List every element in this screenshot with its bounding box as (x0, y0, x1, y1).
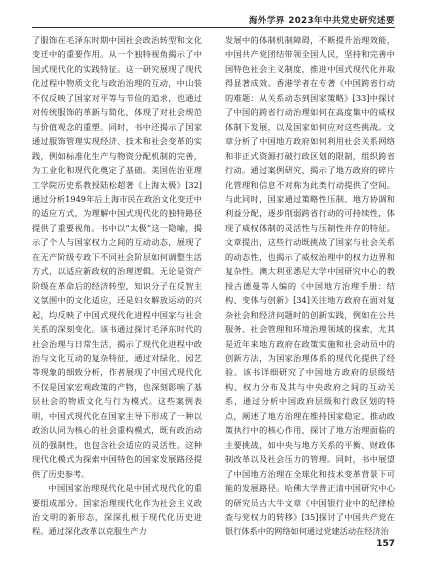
left-column (32, 33, 202, 541)
page-number: 157 (376, 539, 395, 549)
left-paragraph-2: 中国国家治理现代化是中国式现代化的重要组成部分。国家治理现代化作为社会主义政治文明的新形态，深深扎根于现代化历史进程。通过深化改革以克服生产力 (32, 483, 202, 537)
left-paragraph-1: 了服饰在毛泽东时期中国社会政治转型和文化变迁中的重要作用。从一个独特视角揭示了中国式现代化的实践特征。这一研究展现了现代化过程中物质文化与政治治理的互动，中山装不仅反映了国家对平等与节俭的追求，也通过对传统服饰的革新与简化，体现了对社会规范与价值观念的重塑。同时，书中还揭示了国家通过服饰管理实现经济、技术和社会变革的实践，例如标准化生产与物资分配机制的完善，为工业化和现代化奠定了基础。美国佐治亚理工学院历史系教授陆松超著《上海太极》[32]通过分析1949年后上海市民在政治文化变迁中的适应方式，为理解中国式现代化的独特路径提供了重要视角。书中以“太极”这一隐喻，揭示了个人与国家权力之间的互动动态，展现了在无产阶级专政下不同社会阶层如何调整生活方式，以适应新政权的治理逻辑。无论是资产阶级在革命后的经济转型，知识分子在反智主义氛围中的文化适应，还是妇女解放运动的兴起，均反映了中国式现代化进程中国家与社会关系的深刻变化。该书通过探讨毛泽东时代的社会治理与日常生活，揭示了现代化进程中政治与文化互动的复杂特征，通过对绿化、园艺等现象的细致分析，作者展现了中国式现代化不仅是国家宏观政策的产物，也深刻影响了基层社会的物质文化与行为模式。这些案例表明，中国式现代化在国家主导下形成了一种以政治认同为核心的社会重构模式，既有政治动员的强制性，也包含社会适应的灵活性。这种现代化模式为探索中国特色的国家发展路径提供了历史参考。 (32, 35, 202, 479)
right-column (225, 33, 395, 541)
running-header: 海外学界 2023年中共党史研究述要 (248, 16, 395, 26)
right-paragraph-1: 发展中的体制机制障碍，不断提升治理效能，中国共产党团结带领全国人民，坚持和完善中国特色社会主义制度，推进中国式现代化并取得显著成效。香港学者在专著《中国跨省行动的难题：从关系动态到国家策略》[33]中探讨了中国的跨省行动治理如何在高度集中的威权体制下发展，以及国家如何应对这些挑战。文章分析了中国地方政府如何利用社会关系网络和非正式资源打破行政区划的限制，组织跨省行动。通过案例研究，揭示了地方政府的碎片化管理和信息不对称为此类行动提供了空间。与此同时，国家通过策略性压制、地方协调和利益分配，逐步削弱跨省行动的可持续性，体现了威权体制的灵活性与压制性并存的特征。文章提出，这些行动既挑战了国家与社会关系的动态性，也揭示了威权治理中的权力边界和复杂性。澳大利亚悉尼大学中国研究中心的教授古德曼等人编的《中国地方治理手册：结构、变体与创新》[34]关注地方政府在面对复杂社会和经济问题时的创新实践，例如在公共服务、社会管理和环境治理领域的探索，尤其是近年来地方政府在政策实施和社会动员中的创新方法，为国家治理体系的现代化提供了经验。该书详细研究了中国地方政府的层级结构、权力分布及其与中央政府之间的互动关系，通过分析中国政府层级和行政区划的特点，阐述了地方治理在维持国家稳定、推动政策执行中的核心作用，探讨了地方治理面临的主要挑战，如中央与地方关系的平衡、财政体制改革以及社会压力的管理。同时，书中展望了中国地方治理在全球化和技术变革背景下可能的发展路径。哈佛大学普正清中国研究中心的研究员古大牛文章《中国银行业中的纪律检查与党权力的转移》[35]探讨了中国共产党在银行体系中的网络如何通过党建活动在经济治 (225, 35, 395, 537)
header-rule (32, 27, 395, 28)
